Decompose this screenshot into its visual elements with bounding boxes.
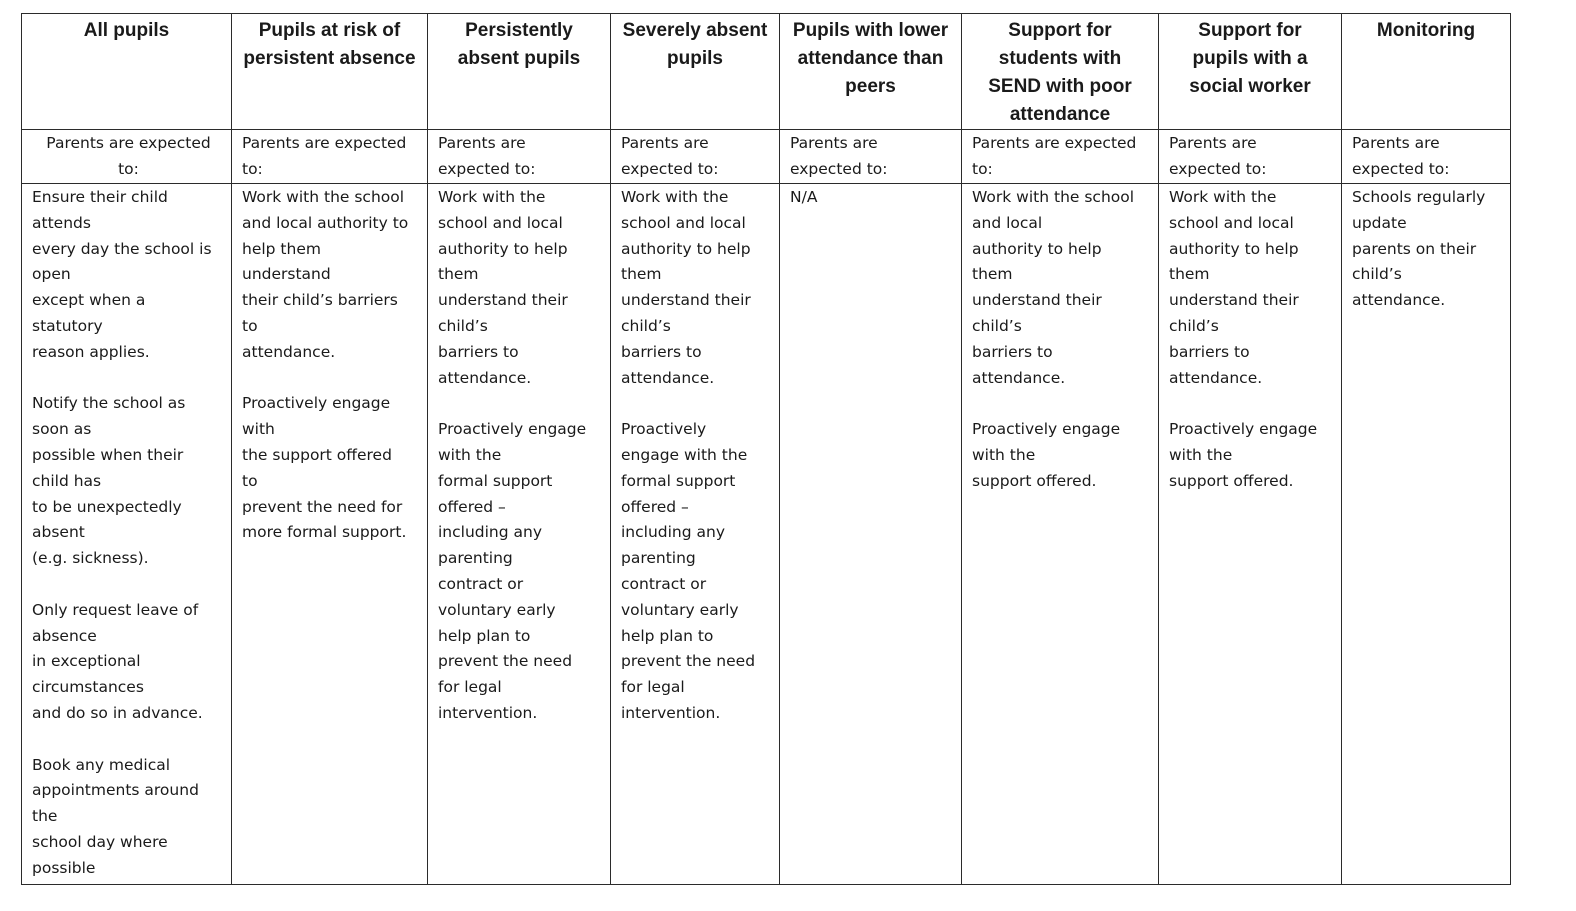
paragraph-gap <box>32 366 225 392</box>
body-text-line: reason applies. <box>32 342 150 361</box>
paragraph-gap <box>438 391 604 417</box>
body-text-line: including any <box>621 523 726 542</box>
body-text-line: authority to help <box>972 239 1102 258</box>
subheading-line: expected to: <box>1352 160 1450 178</box>
column-heading-line: peers <box>845 76 896 97</box>
body-text-line: attendance. <box>242 342 336 361</box>
paragraph-gap <box>1169 391 1335 417</box>
body-text-line: Work with the school <box>972 188 1135 206</box>
body-text-line: authority to help <box>621 239 751 258</box>
subheading-line: Parents are expected <box>972 134 1137 152</box>
body-text-line: child’s <box>438 316 488 335</box>
subheading-cell-monitoring <box>1342 130 1511 184</box>
subheading-line: expected to: <box>790 160 888 178</box>
body-text-line: their child’s barriers <box>242 291 398 310</box>
body-text-line: them <box>1169 265 1210 284</box>
subheading-line: Parents are <box>621 134 709 152</box>
body-text-line: prevent the need for <box>242 497 403 516</box>
body-text-line: absent <box>32 523 85 542</box>
body-cell-monitoring <box>1342 184 1511 885</box>
body-text-line: attendance. <box>621 368 715 387</box>
body-text-line: Proactively engage <box>242 394 391 413</box>
body-cell-lower-attendance <box>780 184 962 885</box>
body-text-line: Proactively engage <box>1169 420 1318 439</box>
body-text-line: including any <box>438 523 543 542</box>
body-text-line: Only request leave of <box>32 600 199 619</box>
subheading-cell-persistently-absent <box>428 130 611 184</box>
column-heading-line: attendance than <box>797 48 944 69</box>
body-text-line: open <box>32 265 71 284</box>
subheading-line: expected to: <box>438 160 536 178</box>
body-text-line: contract or <box>438 574 524 593</box>
column-heading-line: Support for <box>1198 20 1302 41</box>
column-heading-line: All pupils <box>83 20 170 41</box>
body-text-line: intervention. <box>621 703 721 722</box>
body-text-line: them <box>621 265 662 284</box>
body-text-line: school and local <box>1169 213 1294 232</box>
column-heading-monitoring <box>1342 14 1511 130</box>
body-text-line: intervention. <box>438 703 538 722</box>
subheading-line: to: <box>118 160 139 178</box>
subheading-cell-social-worker <box>1159 130 1342 184</box>
body-text-line: attendance. <box>1352 291 1446 310</box>
body-text-line: formal support <box>438 471 553 490</box>
body-text-line: barriers to <box>438 342 519 361</box>
body-text-line: update <box>1352 213 1407 232</box>
body-text-line: help plan to <box>438 626 531 645</box>
body-text-line: them <box>438 265 479 284</box>
column-heading-persistently-absent <box>428 14 611 130</box>
body-cell-persistently-absent <box>428 184 611 885</box>
body-text-line: and local <box>972 213 1043 232</box>
column-heading-line: pupils <box>667 48 723 69</box>
column-heading-line: Severely absent <box>622 20 768 41</box>
body-text-line: in exceptional <box>32 652 141 671</box>
body-text-line: understand <box>242 265 331 284</box>
column-heading-social-worker <box>1159 14 1342 130</box>
body-text-line: attends <box>32 213 91 232</box>
paragraph-gap <box>972 391 1152 417</box>
column-heading-line: persistent absence <box>243 48 416 69</box>
paragraph-gap <box>32 572 225 598</box>
subheading-row <box>22 130 1511 184</box>
subheading-line: expected to: <box>621 160 719 178</box>
subheading-cell-at-risk <box>232 130 428 184</box>
body-text-line: school day where <box>32 832 168 851</box>
subheading-line: to: <box>972 160 993 178</box>
body-text-line: and do so in advance. <box>32 703 203 722</box>
body-text-line: every day the school is <box>32 239 212 258</box>
body-text-line: parenting <box>621 549 696 568</box>
body-text-line: Ensure their child <box>32 188 168 206</box>
body-text-line: child’s <box>621 316 671 335</box>
body-cell-social-worker <box>1159 184 1342 885</box>
body-text-line: the support offered <box>242 445 392 464</box>
body-text-line: statutory <box>32 316 103 335</box>
column-heading-all-pupils <box>22 14 232 130</box>
column-heading-at-risk <box>232 14 428 130</box>
body-text-line: except when a <box>32 291 146 310</box>
body-text-line: voluntary early <box>438 600 556 619</box>
body-cell-severely-absent <box>611 184 780 885</box>
column-heading-severely-absent <box>611 14 780 130</box>
body-text-line: school and local <box>438 213 563 232</box>
body-text-line: offered – <box>438 497 506 516</box>
body-text-line: soon as <box>32 420 92 439</box>
column-heading-line: Persistently <box>465 20 573 41</box>
body-text-line: possible <box>32 858 96 877</box>
body-text-line: to <box>242 316 258 335</box>
body-text-line: Proactively engage <box>972 420 1121 439</box>
body-text-line: the <box>32 807 58 826</box>
subheading-line: to: <box>242 160 263 178</box>
body-text-line: attendance. <box>438 368 532 387</box>
body-text-line: barriers to <box>972 342 1053 361</box>
body-text-line: help them <box>242 239 321 258</box>
header-row <box>22 14 1511 130</box>
body-text-line: Work with the <box>438 188 546 206</box>
column-heading-line: students with <box>998 48 1122 69</box>
body-text-line: school and local <box>621 213 746 232</box>
column-heading-line: pupils with a <box>1192 48 1308 69</box>
body-text-line: barriers to <box>621 342 702 361</box>
body-text-line: with the <box>1169 445 1233 464</box>
body-cell-at-risk <box>232 184 428 885</box>
body-text-line: for legal <box>621 678 685 697</box>
body-text-line: Book any medical <box>32 755 171 774</box>
body-text-line: support offered. <box>972 471 1097 490</box>
body-text-line: possible when their <box>32 445 184 464</box>
subheading-cell-send-support <box>962 130 1159 184</box>
body-cell-all-pupils <box>22 184 232 885</box>
parent-expectations-table <box>21 13 1511 885</box>
subheading-line: Parents are expected <box>242 134 407 152</box>
subheading-line: Parents are <box>1169 134 1257 152</box>
body-text-line: Work with the <box>621 188 729 206</box>
body-text-line: more formal support. <box>242 523 407 542</box>
body-text-line: Schools regularly <box>1352 188 1486 206</box>
body-text-line: and local authority to <box>242 213 409 232</box>
subheading-cell-lower-attendance <box>780 130 962 184</box>
column-heading-send-support <box>962 14 1159 130</box>
body-text-line: for legal <box>438 678 502 697</box>
body-text-line: child’s <box>1169 316 1219 335</box>
body-text-line: contract or <box>621 574 707 593</box>
column-heading-line: Monitoring <box>1376 20 1476 41</box>
paragraph-gap <box>242 366 421 392</box>
body-text-line: authority to help <box>438 239 568 258</box>
body-text-line: prevent the need <box>438 652 573 671</box>
body-text-line: them <box>972 265 1013 284</box>
body-text-line: understand their <box>438 291 568 310</box>
body-text-line: help plan to <box>621 626 714 645</box>
body-text-line: understand their <box>972 291 1102 310</box>
body-text-line: absence <box>32 626 97 645</box>
body-text-line: Proactively <box>621 420 707 439</box>
column-heading-line: Pupils with lower <box>792 20 949 41</box>
subheading-line: expected to: <box>1169 160 1267 178</box>
body-text-line: child’s <box>972 316 1022 335</box>
column-heading-line: social worker <box>1189 76 1311 97</box>
paragraph-gap <box>32 727 225 753</box>
body-text-line: appointments around <box>32 781 199 800</box>
body-text-line: N/A <box>790 188 818 206</box>
body-text-line: child’s <box>1352 265 1402 284</box>
body-text-line: circumstances <box>32 678 144 697</box>
body-text-line: voluntary early <box>621 600 739 619</box>
body-text-line: attendance. <box>1169 368 1263 387</box>
body-text-line: authority to help <box>1169 239 1299 258</box>
body-text-line: to be unexpectedly <box>32 497 182 516</box>
subheading-line: Parents are <box>790 134 878 152</box>
body-text-line: with the <box>972 445 1036 464</box>
body-cell-send-support <box>962 184 1159 885</box>
subheading-cell-severely-absent <box>611 130 780 184</box>
body-text-line: understand their <box>1169 291 1299 310</box>
body-text-line: parenting <box>438 549 513 568</box>
body-text-line: engage with the <box>621 445 748 464</box>
body-text-line: parents on their <box>1352 239 1477 258</box>
body-text-line: offered – <box>621 497 689 516</box>
body-text-line: formal support <box>621 471 736 490</box>
body-text-line: support offered. <box>1169 471 1294 490</box>
body-text-line: prevent the need <box>621 652 756 671</box>
body-text-line: child has <box>32 471 102 490</box>
column-heading-line: absent pupils <box>457 48 581 69</box>
body-text-line: Work with the school <box>242 188 405 206</box>
column-heading-line: attendance <box>1009 104 1111 125</box>
body-text-line: with <box>242 420 275 439</box>
body-text-line: Work with the <box>1169 188 1277 206</box>
subheading-line: Parents are <box>1352 134 1440 152</box>
body-text-line: attendance. <box>972 368 1066 387</box>
body-text-line: understand their <box>621 291 751 310</box>
paragraph-gap <box>621 391 773 417</box>
column-heading-line: Pupils at risk of <box>258 20 401 41</box>
body-text-line: barriers to <box>1169 342 1250 361</box>
body-text-line: to <box>242 471 258 490</box>
body-text-line: with the <box>438 445 502 464</box>
subheading-line: Parents are expected <box>46 134 211 152</box>
body-text-line: Notify the school as <box>32 394 186 413</box>
column-heading-line: SEND with poor <box>988 76 1132 97</box>
column-heading-line: Support for <box>1008 20 1112 41</box>
body-text-line: (e.g. sickness). <box>32 549 149 568</box>
subheading-cell-all-pupils <box>22 130 232 184</box>
body-row <box>22 184 1511 885</box>
body-text-line: Proactively engage <box>438 420 587 439</box>
column-heading-lower-attendance <box>780 14 962 130</box>
subheading-line: Parents are <box>438 134 526 152</box>
